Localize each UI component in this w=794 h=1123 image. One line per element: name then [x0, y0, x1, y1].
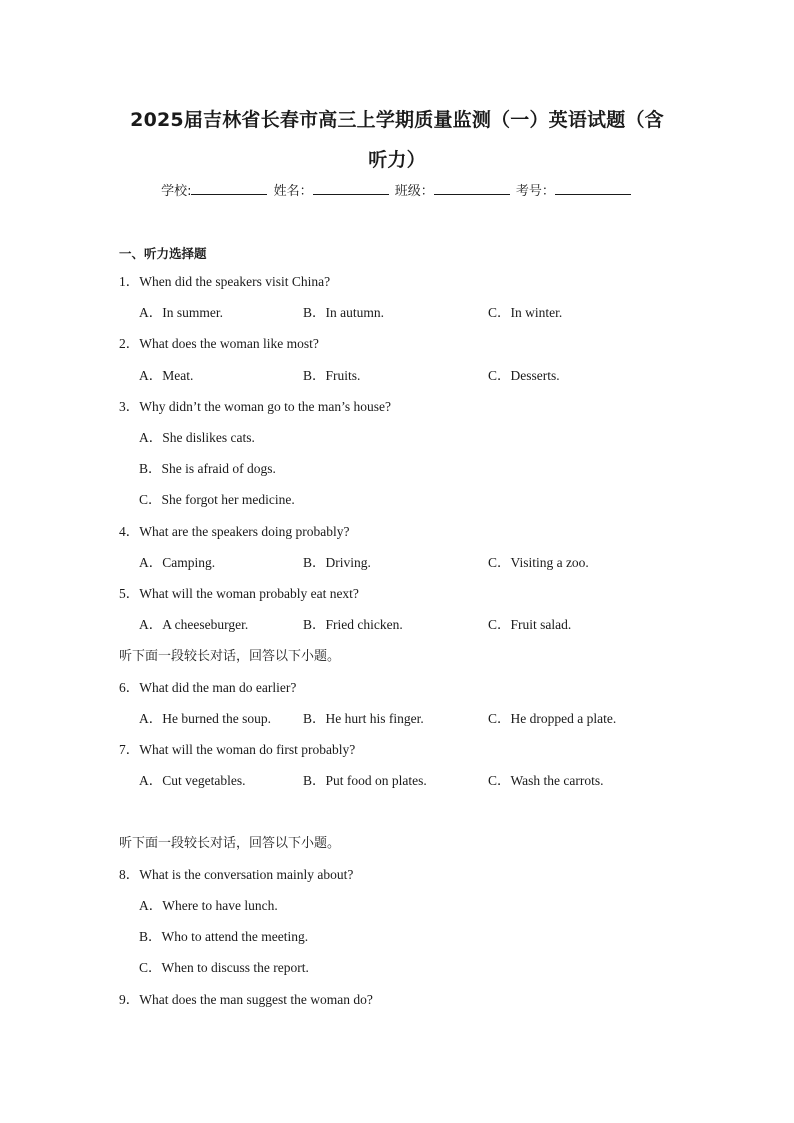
q5-option-b: B．Fried chicken. — [303, 617, 403, 632]
question-7: 7．What will the woman do first probably? — [119, 742, 356, 757]
q2-option-a: A．Meat. — [139, 368, 194, 383]
question-3: 3．Why didn’t the woman go to the man’s house? — [119, 399, 391, 414]
school-blank — [191, 182, 267, 195]
q1-option-b: B．In autumn. — [303, 305, 384, 320]
school-label: 学校: — [161, 184, 192, 199]
question-2: 2．What does the woman like most? — [119, 336, 319, 351]
document-title — [100, 100, 694, 180]
dialogue-note-2: 听下面一段较长对话，回答以下小题。 — [119, 836, 341, 851]
q6-option-b: B．He hurt his finger. — [303, 711, 424, 726]
q4-option-a: A．Camping. — [139, 555, 216, 570]
title-line-2: 听力） — [368, 149, 426, 171]
number-blank — [555, 182, 631, 195]
q1-option-a: A．In summer. — [139, 305, 223, 320]
q8-option-b: B．Who to attend the meeting. — [139, 929, 309, 944]
question-9: 9．What does the man suggest the woman do? — [119, 992, 373, 1007]
dialogue-note-1: 听下面一段较长对话，回答以下小题。 — [119, 649, 341, 664]
class-label: 班级： — [394, 184, 434, 199]
q8-option-a: A．Where to have lunch. — [139, 898, 278, 913]
question-6: 6．What did the man do earlier? — [119, 680, 297, 695]
q5-option-c: C．Fruit salad. — [488, 617, 572, 632]
q7-option-a: A．Cut vegetables. — [139, 773, 246, 788]
q2-option-b: B．Fruits. — [303, 368, 361, 383]
q6-option-c: C．He dropped a plate. — [488, 711, 617, 726]
question-5: 5．What will the woman probably eat next? — [119, 586, 359, 601]
q2-option-c: C．Desserts. — [488, 368, 560, 383]
q3-option-c: C．She forgot her medicine. — [139, 492, 295, 507]
question-1: 1．When did the speakers visit China? — [119, 274, 331, 289]
q6-option-a: A．He burned the soup. — [139, 711, 271, 726]
q4-option-c: C．Visiting a zoo. — [488, 555, 589, 570]
name-blank — [313, 182, 389, 195]
question-8: 8．What is the conversation mainly about? — [119, 867, 354, 882]
q7-option-b: B．Put food on plates. — [303, 773, 427, 788]
student-info-row — [0, 180, 794, 199]
section-heading: 一、听力选择题 — [119, 246, 207, 261]
q8-option-c: C．When to discuss the report. — [139, 960, 309, 975]
q3-option-b: B．She is afraid of dogs. — [139, 461, 276, 476]
name-label: 姓名： — [273, 184, 313, 199]
q1-option-c: C．In winter. — [488, 305, 563, 320]
class-blank — [434, 182, 510, 195]
q3-option-a: A．She dislikes cats. — [139, 430, 255, 445]
title-line-1: 2025届吉林省长春市高三上学期质量监测（一）英语试题（含 — [130, 109, 664, 131]
q4-option-b: B．Driving. — [303, 555, 371, 570]
q5-option-a: A．A cheeseburger. — [139, 617, 249, 632]
question-4: 4．What are the speakers doing probably? — [119, 524, 350, 539]
number-label: 考号： — [515, 184, 555, 199]
q7-option-c: C．Wash the carrots. — [488, 773, 604, 788]
